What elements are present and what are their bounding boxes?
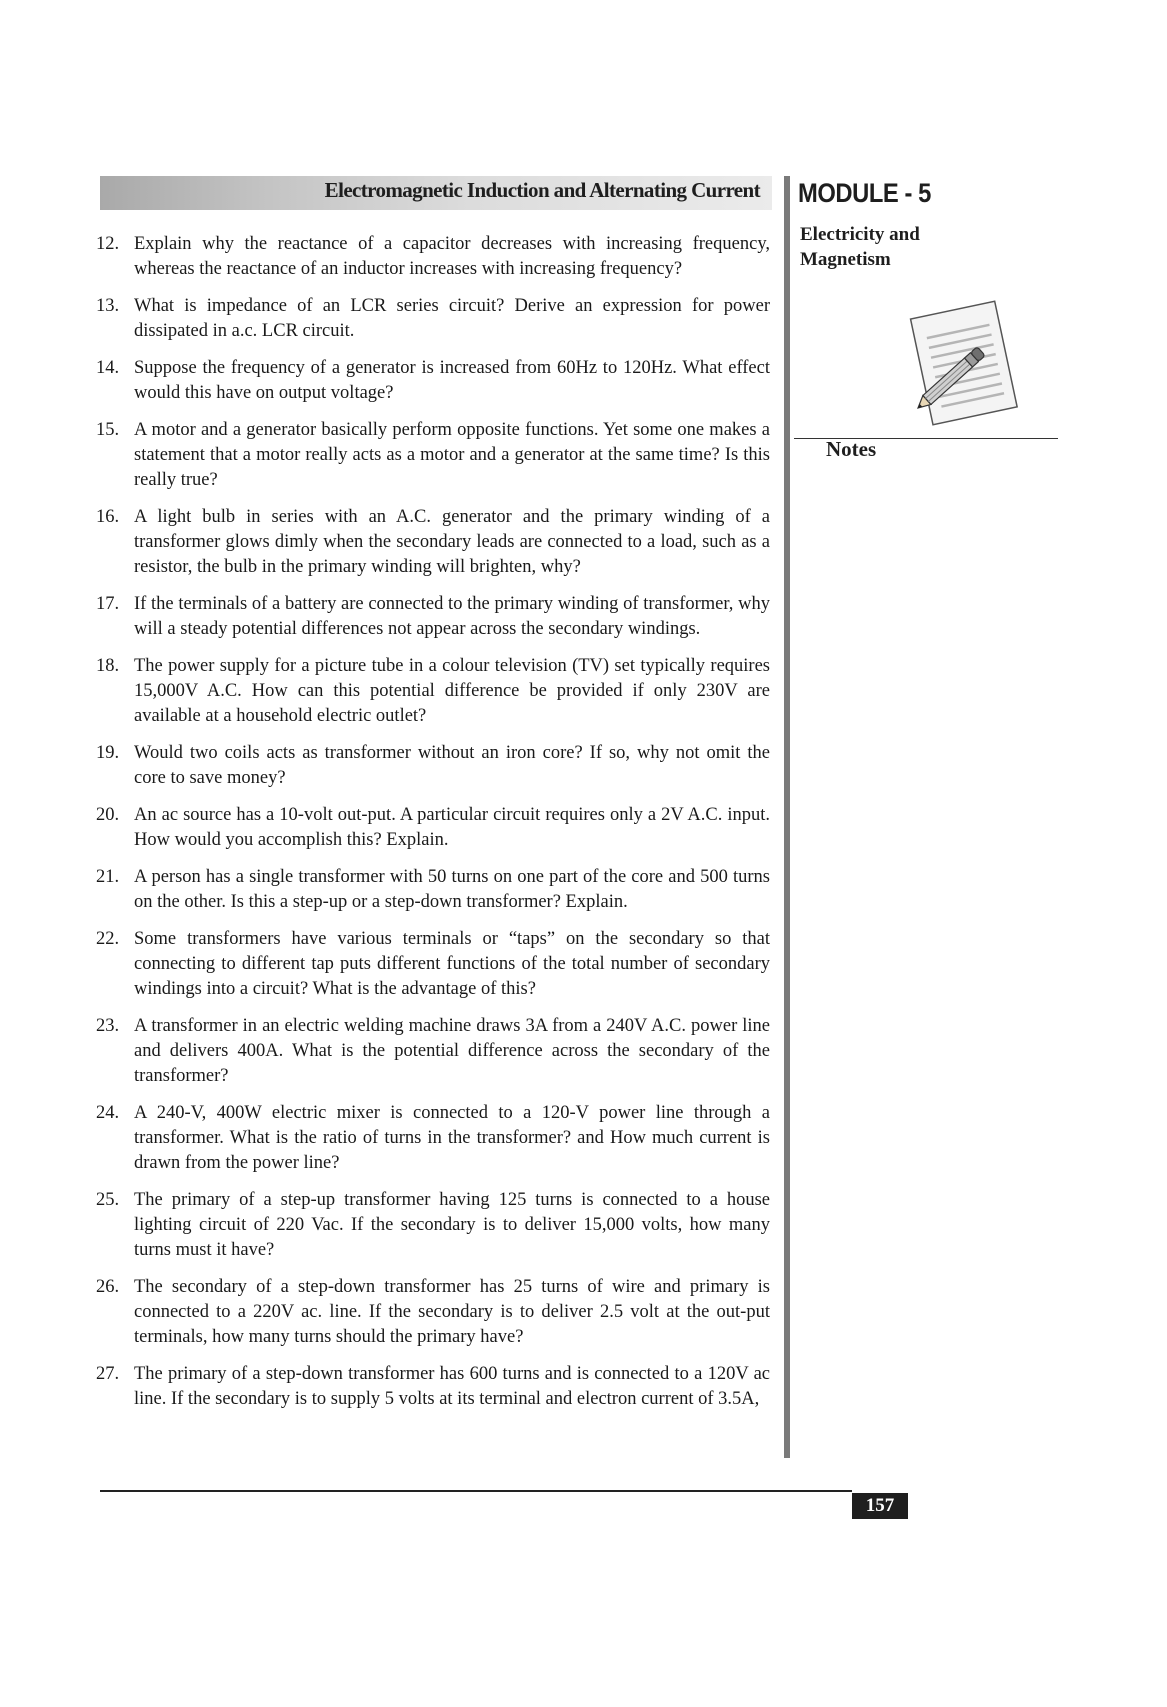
question-item (96, 418, 770, 493)
question-number: 16. (96, 507, 120, 527)
question-text: A light bulb in series with an A.C. generator and the primary winding of a transformer glows dimly when the secondary leads are connected to a load, such as a resistor, the bulb in the primary winding will brighten, why? (134, 507, 770, 577)
question-item (96, 505, 770, 580)
question-item (96, 654, 770, 729)
question-text: A 240-V, 400W electric mixer is connected to a 120-V power line through a transformer. What is the ratio of turns in the transformer? and How much current is drawn from the power line? (134, 1103, 770, 1173)
question-item (96, 865, 770, 915)
question-number: 22. (96, 929, 120, 949)
question-text: A transformer in an electric welding machine draws 3A from a 240V A.C. power line and delivers 400A. What is the potential difference across the secondary of the transformer? (134, 1016, 770, 1086)
question-text: Suppose the frequency of a generator is increased from 60Hz to 120Hz. What effect would this have on output voltage? (134, 358, 770, 403)
question-number: 26. (96, 1277, 120, 1297)
question-item (96, 294, 770, 344)
question-text: If the terminals of a battery are connected to the primary winding of transformer, why will a steady potential differences not appear across the secondary windings. (134, 594, 770, 639)
question-item (96, 592, 770, 642)
notes-label: Notes (826, 437, 877, 461)
question-text: What is impedance of an LCR series circuit? Derive an expression for power dissipated in a.c. LCR circuit. (134, 296, 770, 341)
question-item (96, 1188, 770, 1263)
question-item (96, 1275, 770, 1350)
pencil-and-paper-icon (870, 300, 1030, 445)
question-number: 19. (96, 743, 120, 763)
question-text: Explain why the reactance of a capacitor decreases with increasing frequency, whereas the reactance of an inductor increases with increasing frequency? (134, 234, 770, 279)
question-item (96, 927, 770, 1002)
question-number: 17. (96, 594, 120, 614)
question-text: The secondary of a step-down transformer has 25 turns of wire and primary is connected to a 220V ac. line. If the secondary is to deliver 2.5 volt at the out-put terminals, how many turns should the primary have? (134, 1277, 770, 1347)
question-number: 27. (96, 1364, 120, 1384)
question-text: Some transformers have various terminals or “taps” on the secondary so that connecting to different tap puts different functions of the total number of secondary windings into a circuit? What is the advantage of this? (134, 929, 770, 999)
question-item (96, 1362, 770, 1412)
question-number: 13. (96, 296, 120, 316)
question-number: 23. (96, 1016, 120, 1036)
question-text: An ac source has a 10-volt out-put. A particular circuit requires only a 2V A.C. input. How would you accomplish this? Explain. (134, 805, 770, 850)
question-item (96, 356, 770, 406)
question-number: 21. (96, 867, 120, 887)
question-text: The primary of a step-down transformer has 600 turns and is connected to a 120V ac line. If the secondary is to supply 5 volts at its terminal and electron current of 3.5A, (134, 1364, 770, 1409)
question-item (96, 1101, 770, 1176)
question-number: 24. (96, 1103, 120, 1123)
question-number: 12. (96, 234, 120, 254)
question-text: A person has a single transformer with 50 turns on one part of the core and 500 turns on the other. Is this a step-up or a step-down transformer? Explain. (134, 867, 770, 912)
question-number: 18. (96, 656, 120, 676)
question-number: 25. (96, 1190, 120, 1210)
module-label: MODULE - 5 (798, 178, 931, 208)
question-number: 15. (96, 420, 120, 440)
footer-rule (100, 1490, 852, 1492)
margin-divider (784, 176, 790, 1458)
chapter-header-band (100, 176, 772, 210)
question-item (96, 1014, 770, 1089)
question-item (96, 741, 770, 791)
question-text: A motor and a generator basically perform opposite functions. Yet some one makes a statement that a motor really acts as a motor and a generator at the same time? Is this really true? (134, 420, 770, 490)
question-item (96, 803, 770, 853)
question-number: 14. (96, 358, 120, 378)
question-text: Would two coils acts as transformer without an iron core? If so, why not omit the core to save money? (134, 743, 770, 788)
subject-label: Electricity and Magnetism (800, 224, 920, 270)
question-item (96, 232, 770, 282)
chapter-title: Electromagnetic Induction and Alternating Current (324, 178, 760, 202)
question-list (96, 232, 770, 1424)
question-text: The power supply for a picture tube in a colour television (TV) set typically requires 15,000V A.C. How can this potential difference be provided if only 230V are available at a household electric outlet? (134, 656, 770, 726)
question-text: The primary of a step-up transformer having 125 turns is connected to a house lighting circuit of 220 Vac. If the secondary is to deliver 15,000 volts, how many turns must it have? (134, 1190, 770, 1260)
page-number: 157 (852, 1493, 908, 1519)
question-number: 20. (96, 805, 120, 825)
